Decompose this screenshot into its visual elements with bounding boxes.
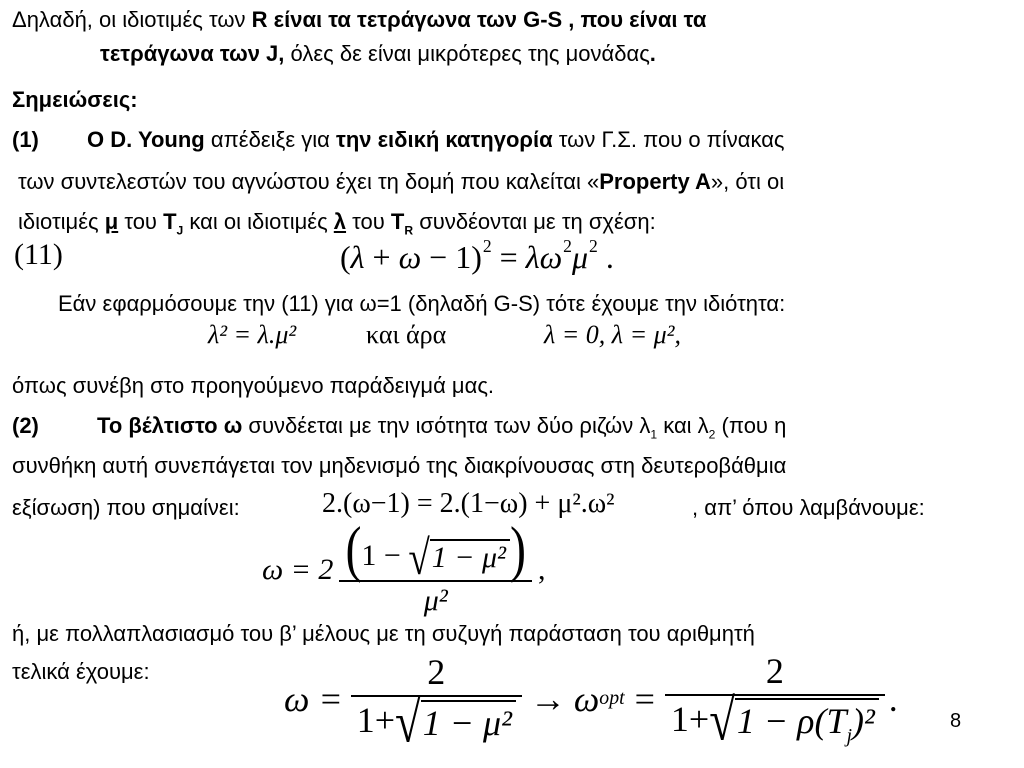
note-1-line-2 bbox=[18, 168, 784, 196]
notes-heading: Σημειώσεις: bbox=[12, 87, 138, 112]
apply-text: Εάν εφαρμόσουμε την (11) για ω=1 (δηλαδή G-S) τότε έχουμε την ιδιότητα: bbox=[58, 291, 786, 316]
denominator: μ² bbox=[423, 583, 448, 617]
math-token: + bbox=[364, 238, 399, 275]
numerator bbox=[339, 515, 532, 585]
math-token: 1+ bbox=[670, 699, 710, 740]
final-equation bbox=[284, 650, 898, 756]
bold-text: T bbox=[390, 209, 405, 234]
math-token: 1 − bbox=[361, 539, 409, 572]
fraction bbox=[339, 515, 532, 618]
bold-text: R είναι τα τετράγωνα των G-S , που είναι τα bbox=[251, 7, 707, 32]
bold-text: την ειδική κατηγορία bbox=[336, 127, 553, 152]
mult-line-1: ή, με πολλαπλασιασμό του β’ μέλους με τη συζυγή παράσταση του αριθμητή bbox=[12, 621, 755, 646]
note-2-line-1 bbox=[12, 412, 786, 448]
apply-math-a: λ² = λ.μ² bbox=[208, 320, 297, 349]
bold-text: τετράγωνα των J, bbox=[100, 41, 285, 66]
fraction bbox=[665, 650, 885, 754]
text-span: όλες δε είναι μικρότερες της μονάδας bbox=[284, 41, 650, 66]
text-span: ιδιοτιμές bbox=[18, 209, 105, 234]
note-2-equation: 2.(ω−1) = 2.(1−ω) + μ².ω² bbox=[322, 488, 615, 519]
equation-11 bbox=[340, 236, 614, 276]
bold-text: Property A bbox=[599, 169, 711, 194]
text-span: », ότι οι bbox=[710, 169, 785, 194]
note-number: (1) bbox=[12, 127, 39, 152]
text-span: του bbox=[346, 209, 391, 234]
as-before-text: όπως συνέβη στο προηγούμενο παράδειγμά μας. bbox=[12, 373, 495, 398]
radicand bbox=[735, 698, 879, 748]
text-span: (που η bbox=[715, 413, 787, 438]
superscript: 2 bbox=[563, 236, 572, 256]
superscript: 2 bbox=[482, 236, 492, 256]
mult-line-2: τελικά έχουμε: bbox=[12, 659, 150, 684]
text-span: των συντελεστών του αγνώστου έχει τη δομή που καλείται « bbox=[18, 169, 600, 194]
math-token: ω bbox=[539, 238, 563, 275]
note-1-line-1 bbox=[12, 126, 785, 154]
square-root bbox=[395, 690, 516, 756]
math-token: − 1) bbox=[421, 238, 482, 275]
text-span: απέδειξε για bbox=[204, 127, 336, 152]
text-span: συνδέονται με τη σχέση: bbox=[413, 209, 656, 234]
text-span: . bbox=[649, 41, 656, 66]
subscript: 1 bbox=[650, 427, 658, 442]
paren: ) bbox=[510, 515, 527, 584]
apply-and-so: και άρα bbox=[366, 320, 447, 349]
lambda-symbol: λ bbox=[333, 209, 347, 234]
paragraph-1-line-1 bbox=[12, 6, 706, 34]
radicand: 1 − μ² bbox=[421, 700, 516, 747]
text-span: των Γ.Σ. που ο πίνακας bbox=[552, 127, 785, 152]
math-token: 1 − ρ(T bbox=[736, 701, 847, 741]
text-span: συνδέεται με την ισότητα των δύο ριζών λ bbox=[242, 413, 651, 438]
page-number: 8 bbox=[950, 710, 962, 732]
denominator bbox=[665, 688, 885, 754]
square-root bbox=[408, 531, 510, 585]
paren: ( bbox=[345, 515, 362, 584]
numerator: 2 bbox=[427, 651, 446, 692]
omega-equation bbox=[262, 515, 546, 618]
text-span: εξίσωση) που σημαίνει: bbox=[12, 495, 240, 520]
fraction bbox=[351, 651, 522, 756]
superscript: 2 bbox=[589, 236, 598, 256]
subscript: 2 bbox=[708, 427, 716, 442]
bold-text: T bbox=[163, 209, 177, 234]
math-token: λ bbox=[525, 238, 540, 275]
denominator bbox=[351, 690, 522, 756]
square-root bbox=[709, 688, 879, 754]
radical-sign: √ bbox=[709, 688, 735, 754]
math-token: . bbox=[888, 678, 898, 719]
text-span: και οι ιδιοτιμές bbox=[183, 209, 334, 234]
math-token: ω bbox=[573, 678, 600, 719]
note-2-line-3-tail: , απ’ όπου λαμβάνουμε: bbox=[692, 495, 925, 520]
math-token: ω bbox=[398, 238, 422, 275]
math-token: , bbox=[538, 552, 546, 586]
math-token: ω = 2 bbox=[262, 552, 334, 586]
arrow: → bbox=[529, 678, 566, 719]
subscript: J bbox=[176, 223, 184, 238]
note-2-line-3 bbox=[12, 494, 240, 522]
subscript: R bbox=[404, 223, 414, 238]
note-number: (2) bbox=[12, 413, 39, 438]
numerator: 2 bbox=[765, 651, 784, 691]
math-token: = bbox=[634, 678, 655, 719]
apply-math-b: λ = 0, λ = μ², bbox=[544, 320, 681, 349]
bold-text: Το βέλτιστο ω bbox=[97, 413, 243, 438]
note-2-line-2: συνθήκη αυτή συνεπάγεται τον μηδενισμό της διακρίνουσας στη δευτεροβάθμια bbox=[12, 453, 787, 478]
equation-11-label: (11) bbox=[14, 238, 63, 271]
math-token: )² bbox=[851, 701, 875, 741]
math-token: 1+ bbox=[356, 699, 396, 740]
mu-symbol: μ bbox=[104, 209, 119, 234]
radicand: 1 − μ² bbox=[430, 539, 510, 578]
math-token: ( bbox=[340, 238, 351, 275]
subscript: opt bbox=[599, 687, 625, 710]
math-token: λ bbox=[350, 238, 365, 275]
math-token: . bbox=[597, 238, 614, 275]
math-token: = bbox=[491, 238, 526, 275]
text-span: Δηλαδή, οι ιδιοτιμές των bbox=[12, 7, 252, 32]
text-span: και λ bbox=[657, 413, 709, 438]
math-token: μ bbox=[571, 238, 589, 275]
bold-text: Ο D. Young bbox=[87, 127, 205, 152]
subscript: j bbox=[846, 724, 852, 747]
text-span: του bbox=[118, 209, 164, 234]
radical-sign: √ bbox=[395, 690, 421, 756]
radical-sign: √ bbox=[408, 531, 430, 585]
math-token: ω = bbox=[284, 678, 343, 719]
paragraph-1-line-2 bbox=[100, 40, 656, 68]
